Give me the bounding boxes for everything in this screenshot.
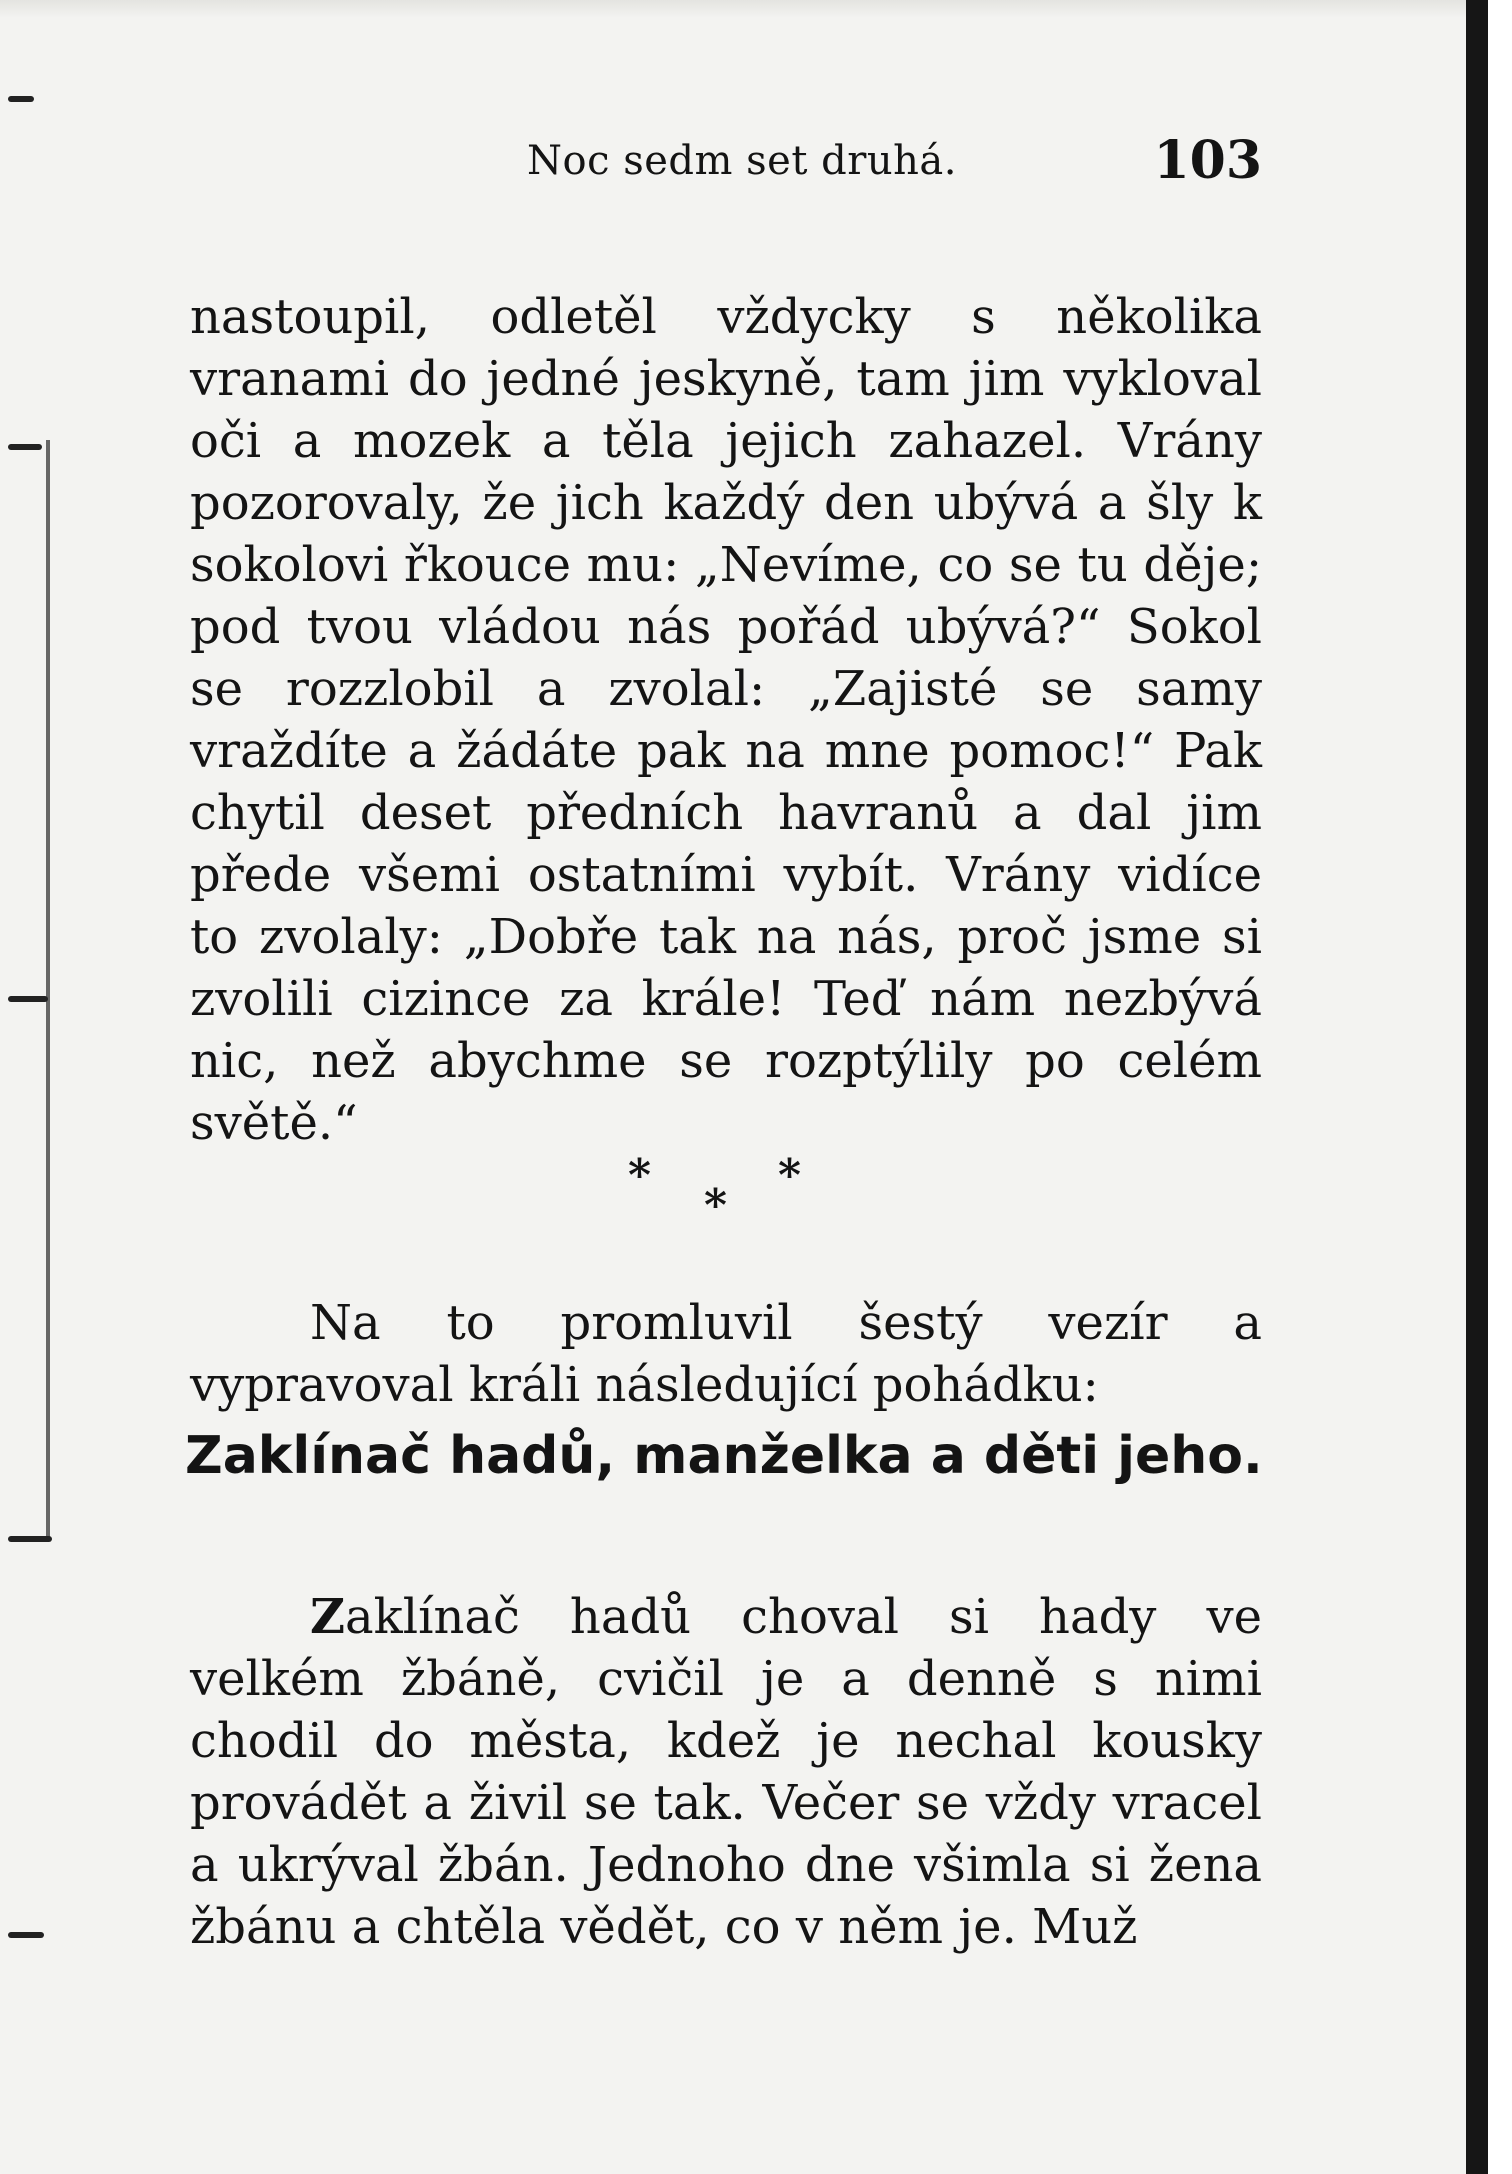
margin-tick bbox=[8, 96, 34, 102]
separator-star: * bbox=[628, 1150, 652, 1201]
separator-star: * bbox=[778, 1150, 802, 1201]
margin-tick bbox=[8, 1536, 52, 1542]
separator-star: * bbox=[704, 1180, 728, 1231]
drop-cap: Z bbox=[310, 1589, 346, 1645]
binding-margin-mark bbox=[46, 440, 50, 1540]
paragraph-text: aklínač hadů choval si hady ve velkém žbáně, cvičil je a denně s nimi chodil do města, kdež je nechal kousky provádět a živil se tak. Večer se vždy vracel a ukrýval žbán. Jednoho dne všimla si žena žbánu a chtěla vědět, co v něm je. Muž bbox=[190, 1589, 1262, 1955]
page-top-edge bbox=[0, 0, 1466, 18]
running-head: Noc sedm set druhá. bbox=[527, 138, 957, 184]
paragraph-chapter-start bbox=[190, 1586, 1262, 1958]
margin-tick bbox=[8, 1932, 44, 1938]
section-separator bbox=[600, 1150, 820, 1230]
margin-tick bbox=[8, 996, 48, 1002]
paragraph-intro: Na to promluvil šestý vezír a vypravoval králi následující pohádku: bbox=[190, 1295, 1262, 1413]
page-header bbox=[190, 130, 1262, 190]
paragraph-continued: nastoupil, odletěl vždycky s několika vranami do jedné jeskyně, tam jim vykloval oči a mozek a těla jejich zahazel. Vrány pozorovaly, že jich každý den ubývá a šly k sokolovi řkouce mu: „Nevíme, co se tu děje; pod tvou vládou nás pořád ubývá?“ Sokol se rozzlobil a zvolal: „Zajisté se samy vraždíte a žádáte pak na mne pomoc!“ Pak chytil deset předních havranů a dal jim přede všemi ostatními vybít. Vrány vidíce to zvolaly: „Dobře tak na nás, proč jsme si zvolili cizince za krále! Teď nám nezbývá nic, než abychme se rozptýlily po celém světě.“ bbox=[190, 289, 1262, 1151]
page-number: 103 bbox=[1153, 130, 1262, 191]
margin-tick bbox=[8, 444, 42, 450]
chapter-title: Zaklínač hadů, manželka a děti jeho. bbox=[185, 1426, 1263, 1486]
